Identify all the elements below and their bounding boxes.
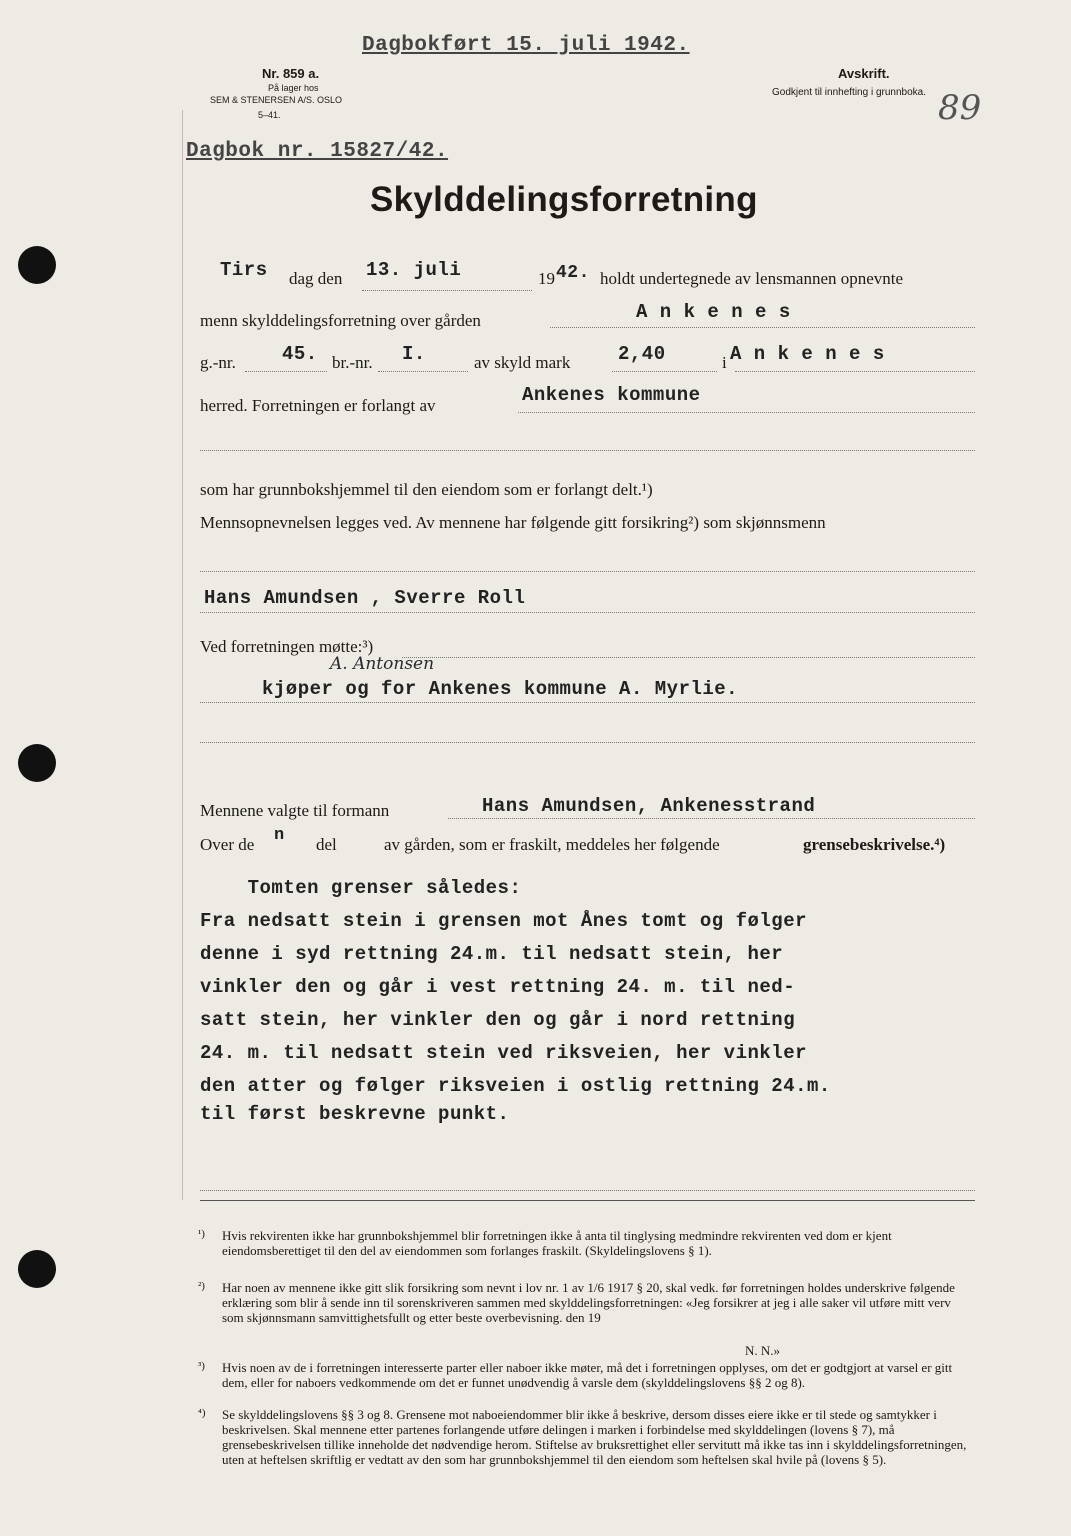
attended-label: Ved forretningen møtte:³) (200, 637, 374, 656)
weekday-fill: Tirs (220, 259, 268, 281)
description-bold: grensebeskrivelse.⁴) (803, 835, 946, 854)
document-title: Skylddelingsforretning (370, 180, 758, 219)
year-fill: 42. (556, 263, 590, 283)
boundary-line-1: Tomten grenser således: (200, 877, 522, 899)
boundary-line-2: Fra nedsatt stein i grensen mot Ånes tomt og følger (200, 910, 807, 932)
print-date: 5–41. (258, 110, 281, 120)
journal-number: Dagbok nr. 15827/42. (186, 140, 449, 163)
page-number: 89 (938, 88, 982, 128)
gnr-fill: 45. (282, 343, 318, 365)
boundary-line-8: til først beskrevne punkt. (200, 1103, 510, 1125)
binder-hole-top (18, 246, 56, 284)
footnote-3-text: Hvis noen av de i forretningen interesserte parter eller naboer ikke møter, må det i forretningen opplyses, om det er godtgjort at varsel er gitt dem, eller for naboers vedkommende om det er funnet unødvendig å varsle dem (skylddelingslovens §§ 2 og 8). (222, 1360, 953, 1390)
over-label: Over de (200, 835, 255, 854)
farm-label: menn skylddelingsforretning over gården (200, 311, 481, 330)
copy-label: Avskrift. (838, 66, 890, 81)
skyld-label: av skyld mark (474, 353, 571, 372)
boundary-line-3: denne i syd rettning 24.m. til nedsatt stein, her (200, 943, 784, 965)
margin-line (182, 110, 183, 1200)
requested-by-fill: Ankenes kommune (522, 384, 701, 406)
bnr-label: br.-nr. (332, 353, 373, 372)
boundary-line-6: 24. m. til nedsatt stein ved riksveien, her vinkler (200, 1042, 807, 1064)
footnote-1-marker: ¹) (198, 1228, 205, 1240)
i-label: i (722, 353, 727, 372)
boundary-line-4: vinkler den og går i vest rettning 24. m. til ned- (200, 976, 796, 998)
registered-stamp: Dagbokført 15. juli 1942. (362, 34, 690, 57)
publisher-line-1: På lager hos (268, 83, 319, 93)
day-label: dag den (289, 269, 343, 288)
footnote-separator (200, 1200, 975, 1201)
farm-fill: A n k e n e s (636, 301, 791, 323)
gnr-label: g.-nr. (200, 353, 236, 372)
chairman-label: Mennene valgte til formann (200, 801, 390, 820)
over-fill: n (274, 826, 285, 845)
skyld-fill: 2,40 (618, 343, 666, 365)
footnote-4-marker: ⁴) (198, 1407, 206, 1419)
chairman-fill: Hans Amundsen, Ankenesstrand (482, 795, 816, 817)
appraisers-fill: Hans Amundsen , Sverre Roll (204, 587, 526, 609)
footnote-2-signature: N. N.» (745, 1343, 781, 1358)
approval-text: Godkjent til innhefting i grunnboka. (772, 87, 926, 98)
attended-fill: kjøper og for Ankenes kommune A. Myrlie. (262, 678, 739, 700)
description-label: av gården, som er fraskilt, meddeles her følgende (384, 835, 720, 854)
footnote-2-text: Har noen av mennene ikke gitt slik forsikring som nevnt i lov nr. 1 av 1/6 1917 § 20, skal vedk. før forretningen holdes underskrive følgende erklæring som blir å sende inn til sorenskriveren sammen med skylddelingsforretningen: «Jeg forsikrer at jeg i alle saker vil utføre mitt verv som skjønnsmann samvittighetsfullt og etter beste overbevisning. den 19 (222, 1280, 955, 1325)
year-prefix: 19 (538, 269, 555, 288)
boundary-line-5: satt stein, her vinkler den og går i nord rettning (200, 1009, 796, 1031)
held-text: holdt undertegnede av lensmannen opnevnte (600, 269, 904, 288)
herred-fill: A n k e n e s (730, 343, 885, 365)
bnr-fill: I. (402, 343, 426, 365)
footnote-2-marker: ²) (198, 1280, 205, 1292)
binder-hole-bottom (18, 1250, 56, 1288)
attended-signature: A. Antonsen (330, 654, 435, 674)
publisher-line-2: SEM & STENERSEN A/S. OSLO (210, 95, 343, 105)
hjemmel-text: som har grunnbokshjemmel til den eiendom som er forlangt delt.¹) (200, 480, 653, 499)
footnote-1-text: Hvis rekvirenten ikke har grunnbokshjemmel blir forretningen ikke å anta til tinglysing medmindre rekvirenten ved dom er kjent eiendomsberettiget til den del av eiendommen som forlanges fraskilt. (Skyldelingslovens § 1). (222, 1228, 892, 1258)
del-label: del (316, 835, 337, 854)
form-number: Nr. 859 a. (262, 66, 320, 81)
herred-label: herred. Forretningen er forlangt av (200, 396, 436, 415)
footnote-4-text: Se skylddelingslovens §§ 3 og 8. Grensene mot naboeiendommer blir ikke å beskrive, dersom disses eiere ikke er til stede og samtykker i beskrivelsen. Skal mennene etter partenes forlangende utføre delingen i marken i forbindelse med skylddelingen (lovens § 7), må grensebeskrivelsen tillike inneholde det nødvendige herom. Stiftelse av bruksrettighet eller servitutt må ikke tas inn i skylddelingsforretningen, uten at heftelsen skriftlig er vedtatt av den som har grunnbokshjemmel til den eiendom som heftelsen skal hvile på (lovens § 5). (222, 1407, 967, 1467)
footnote-3-marker: ³) (198, 1360, 205, 1372)
mennsopnevnelse-text: Mennsopnevnelsen legges ved. Av mennene har følgende gitt forsikring²) som skjønnsmenn (200, 513, 826, 532)
boundary-line-7: den atter og følger riksveien i ostlig rettning 24.m. (200, 1075, 831, 1097)
date-fill: 13. juli (366, 259, 462, 281)
binder-hole-middle (18, 744, 56, 782)
